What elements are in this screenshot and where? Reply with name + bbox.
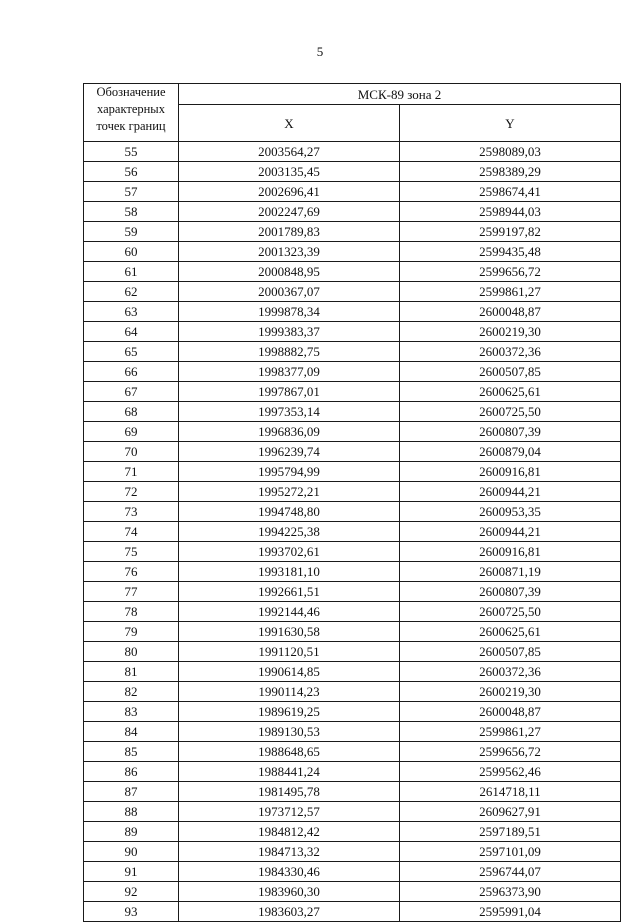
x-coordinate-cell: 1996836,09 [179, 422, 400, 442]
table-row [84, 322, 621, 342]
y-coordinate-cell: 2600725,50 [400, 402, 621, 422]
table-row [84, 202, 621, 222]
y-coordinate-cell: 2600372,36 [400, 662, 621, 682]
y-coordinate-cell: 2598944,03 [400, 202, 621, 222]
point-number-cell: 88 [84, 802, 179, 822]
x-coordinate-cell: 1989619,25 [179, 702, 400, 722]
table-row [84, 162, 621, 182]
table-row [84, 602, 621, 622]
table-row [84, 702, 621, 722]
x-coordinate-cell: 1999383,37 [179, 322, 400, 342]
x-coordinate-cell: 2000848,95 [179, 262, 400, 282]
y-coordinate-cell: 2600725,50 [400, 602, 621, 622]
point-number-cell: 74 [84, 522, 179, 542]
y-coordinate-cell: 2600871,19 [400, 562, 621, 582]
table-row [84, 242, 621, 262]
y-coordinate-cell: 2600879,04 [400, 442, 621, 462]
header-y: Y [400, 105, 621, 142]
table-row [84, 382, 621, 402]
x-coordinate-cell: 2003564,27 [179, 142, 400, 162]
table-row [84, 562, 621, 582]
y-coordinate-cell: 2600625,61 [400, 622, 621, 642]
table-row [84, 902, 621, 922]
point-number-cell: 75 [84, 542, 179, 562]
point-number-cell: 82 [84, 682, 179, 702]
point-number-cell: 81 [84, 662, 179, 682]
table-row [84, 502, 621, 522]
point-number-cell: 71 [84, 462, 179, 482]
table-row [84, 782, 621, 802]
point-number-cell: 68 [84, 402, 179, 422]
table-row [84, 302, 621, 322]
y-coordinate-cell: 2596373,90 [400, 882, 621, 902]
point-number-cell: 64 [84, 322, 179, 342]
y-coordinate-cell: 2600807,39 [400, 422, 621, 442]
point-number-cell: 61 [84, 262, 179, 282]
x-coordinate-cell: 1991630,58 [179, 622, 400, 642]
x-coordinate-cell: 1989130,53 [179, 722, 400, 742]
table-row [84, 462, 621, 482]
y-coordinate-cell: 2614718,11 [400, 782, 621, 802]
x-coordinate-cell: 1990114,23 [179, 682, 400, 702]
point-number-cell: 79 [84, 622, 179, 642]
header-coordinate-system: МСК-89 зона 2 [179, 84, 621, 105]
y-coordinate-cell: 2600944,21 [400, 522, 621, 542]
y-coordinate-cell: 2599861,27 [400, 282, 621, 302]
point-number-cell: 89 [84, 822, 179, 842]
y-coordinate-cell: 2597101,09 [400, 842, 621, 862]
x-coordinate-cell: 1984330,46 [179, 862, 400, 882]
header-x: X [179, 105, 400, 142]
point-number-cell: 85 [84, 742, 179, 762]
table-row [84, 402, 621, 422]
table-row [84, 442, 621, 462]
x-coordinate-cell: 2000367,07 [179, 282, 400, 302]
point-number-cell: 90 [84, 842, 179, 862]
y-coordinate-cell: 2598089,03 [400, 142, 621, 162]
y-coordinate-cell: 2600219,30 [400, 322, 621, 342]
table-row [84, 222, 621, 242]
page-number: 5 [316, 44, 324, 59]
x-coordinate-cell: 1997867,01 [179, 382, 400, 402]
point-number-cell: 78 [84, 602, 179, 622]
x-coordinate-cell: 2001323,39 [179, 242, 400, 262]
table-row [84, 262, 621, 282]
y-coordinate-cell: 2596744,07 [400, 862, 621, 882]
point-number-cell: 70 [84, 442, 179, 462]
x-coordinate-cell: 2001789,83 [179, 222, 400, 242]
y-coordinate-cell: 2600944,21 [400, 482, 621, 502]
y-coordinate-cell: 2600953,35 [400, 502, 621, 522]
x-coordinate-cell: 1990614,85 [179, 662, 400, 682]
table-row [84, 802, 621, 822]
x-coordinate-cell: 1983960,30 [179, 882, 400, 902]
table-body [84, 142, 621, 922]
y-coordinate-cell: 2599861,27 [400, 722, 621, 742]
coordinates-table [83, 83, 621, 922]
point-number-cell: 65 [84, 342, 179, 362]
y-coordinate-cell: 2599656,72 [400, 262, 621, 282]
point-number-cell: 91 [84, 862, 179, 882]
x-coordinate-cell: 2002247,69 [179, 202, 400, 222]
header-point-label: Обозначение характерных точек границ [84, 84, 179, 142]
table-row [84, 482, 621, 502]
x-coordinate-cell: 1988648,65 [179, 742, 400, 762]
table-row [84, 282, 621, 302]
x-coordinate-cell: 1981495,78 [179, 782, 400, 802]
y-coordinate-cell: 2597189,51 [400, 822, 621, 842]
x-coordinate-cell: 1983603,27 [179, 902, 400, 922]
point-number-cell: 59 [84, 222, 179, 242]
y-coordinate-cell: 2600625,61 [400, 382, 621, 402]
point-number-cell: 57 [84, 182, 179, 202]
x-coordinate-cell: 1991120,51 [179, 642, 400, 662]
x-coordinate-cell: 1997353,14 [179, 402, 400, 422]
point-number-cell: 77 [84, 582, 179, 602]
point-number-cell: 80 [84, 642, 179, 662]
table-row [84, 542, 621, 562]
table-row [84, 762, 621, 782]
table-row [84, 622, 621, 642]
y-coordinate-cell: 2600507,85 [400, 362, 621, 382]
point-number-cell: 55 [84, 142, 179, 162]
y-coordinate-cell: 2599562,46 [400, 762, 621, 782]
y-coordinate-cell: 2600048,87 [400, 302, 621, 322]
table-row [84, 642, 621, 662]
x-coordinate-cell: 1993702,61 [179, 542, 400, 562]
table-row [84, 742, 621, 762]
y-coordinate-cell: 2600219,30 [400, 682, 621, 702]
point-number-cell: 56 [84, 162, 179, 182]
x-coordinate-cell: 1993181,10 [179, 562, 400, 582]
table-row [84, 582, 621, 602]
x-coordinate-cell: 1995272,21 [179, 482, 400, 502]
x-coordinate-cell: 1992144,46 [179, 602, 400, 622]
x-coordinate-cell: 1988441,24 [179, 762, 400, 782]
table-row [84, 662, 621, 682]
point-number-cell: 67 [84, 382, 179, 402]
x-coordinate-cell: 1992661,51 [179, 582, 400, 602]
y-coordinate-cell: 2600507,85 [400, 642, 621, 662]
point-number-cell: 86 [84, 762, 179, 782]
point-number-cell: 92 [84, 882, 179, 902]
table-row [84, 842, 621, 862]
table-row [84, 182, 621, 202]
point-number-cell: 93 [84, 902, 179, 922]
y-coordinate-cell: 2600807,39 [400, 582, 621, 602]
point-number-cell: 66 [84, 362, 179, 382]
y-coordinate-cell: 2598389,29 [400, 162, 621, 182]
y-coordinate-cell: 2599435,48 [400, 242, 621, 262]
table-row [84, 422, 621, 442]
x-coordinate-cell: 1996239,74 [179, 442, 400, 462]
table-row [84, 822, 621, 842]
x-coordinate-cell: 2002696,41 [179, 182, 400, 202]
point-number-cell: 62 [84, 282, 179, 302]
y-coordinate-cell: 2599197,82 [400, 222, 621, 242]
x-coordinate-cell: 1995794,99 [179, 462, 400, 482]
y-coordinate-cell: 2600916,81 [400, 462, 621, 482]
x-coordinate-cell: 1994225,38 [179, 522, 400, 542]
x-coordinate-cell: 1994748,80 [179, 502, 400, 522]
x-coordinate-cell: 1984812,42 [179, 822, 400, 842]
point-number-cell: 58 [84, 202, 179, 222]
x-coordinate-cell: 1998377,09 [179, 362, 400, 382]
y-coordinate-cell: 2600372,36 [400, 342, 621, 362]
point-number-cell: 72 [84, 482, 179, 502]
point-number-cell: 63 [84, 302, 179, 322]
y-coordinate-cell: 2595991,04 [400, 902, 621, 922]
point-number-cell: 76 [84, 562, 179, 582]
table-row [84, 882, 621, 902]
table-row [84, 362, 621, 382]
y-coordinate-cell: 2609627,91 [400, 802, 621, 822]
table-row [84, 522, 621, 542]
point-number-cell: 87 [84, 782, 179, 802]
point-number-cell: 69 [84, 422, 179, 442]
x-coordinate-cell: 1984713,32 [179, 842, 400, 862]
x-coordinate-cell: 1999878,34 [179, 302, 400, 322]
point-number-cell: 60 [84, 242, 179, 262]
x-coordinate-cell: 2003135,45 [179, 162, 400, 182]
y-coordinate-cell: 2599656,72 [400, 742, 621, 762]
table-row [84, 862, 621, 882]
table-row [84, 682, 621, 702]
table-row [84, 342, 621, 362]
y-coordinate-cell: 2600916,81 [400, 542, 621, 562]
x-coordinate-cell: 1973712,57 [179, 802, 400, 822]
table-row [84, 722, 621, 742]
point-number-cell: 73 [84, 502, 179, 522]
point-number-cell: 83 [84, 702, 179, 722]
y-coordinate-cell: 2600048,87 [400, 702, 621, 722]
y-coordinate-cell: 2598674,41 [400, 182, 621, 202]
point-number-cell: 84 [84, 722, 179, 742]
table-row [84, 142, 621, 162]
x-coordinate-cell: 1998882,75 [179, 342, 400, 362]
